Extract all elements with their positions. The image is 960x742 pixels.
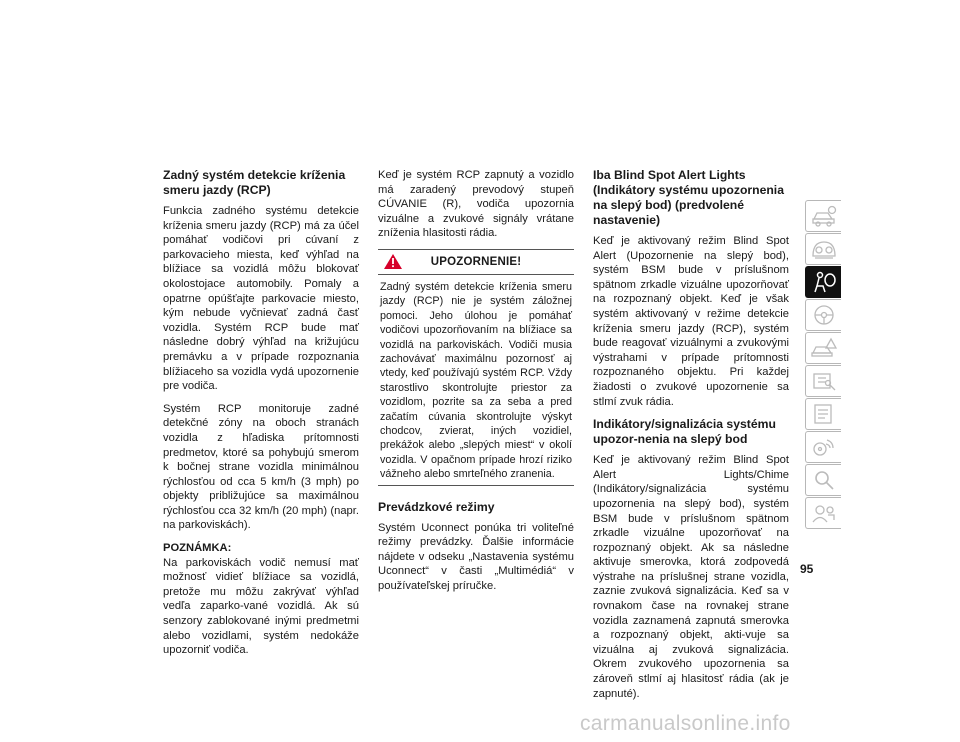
index-search-icon [811,469,837,491]
tab-emergency[interactable] [805,332,841,364]
chapter-tabs [805,200,841,530]
car-service-icon [811,370,837,392]
tab-customer-assistance[interactable] [805,497,841,529]
warning-box [378,249,574,486]
section-heading-rcp: Zadný systém detekcie kríženia smeru jazdy (RCP) [163,168,346,197]
tab-specifications[interactable] [805,398,841,430]
airbag-safety-icon [811,270,837,294]
section-heading-modes: Prevádzkové režimy [378,499,495,514]
car-info-icon [811,205,837,227]
section-heading-alert-lights: Iba Blind Spot Alert Lights (Indikátory systému upozornenia na slepý bod) (predvolené nastavenie) [593,168,784,227]
specifications-list-icon [811,403,837,425]
steering-wheel-icon [811,304,837,326]
column-right [593,168,789,709]
column-left [163,168,359,666]
paragraph: Keď je aktivovaný režim Blind Spot Alert Lights/Chime (Indikátory/signalizácia systému upozornenia na slepý bod), systém BSM bude v príslušnom spätnom zrkadle vizuálne upozorňovať na rozpoznaný objekt. Ak sa následne aktivuje smerovka, ktorá zodpovedá výstrahe na príslušnej strane vozidla, zaznie zvuková signalizácia. Keď sa v rovnakom čase na rovnakej strane vozidla zaznamená zapnutá smerovka a rozpoznaný objekt, akti-vuje sa vizuálna aj zvuková signalizácia. Okrem zvukového upozornenia sa zároveň stlmí aj hlasitosť rádia (ak je zapnuté). [593,454,789,700]
multimedia-icon [811,436,837,458]
paragraph: Funkcia zadného systému detekcie kríženia smeru jazdy (RCP) má za účel pomáhať vodičovi pri cúvaní z parkovacieho miesta, keď výhľad na blížiace sa vozidlá môžu blokovať okolostojace automobily. Pomaly a opatrne opúšťajte parkovacie miesto, kým nebude vyčnievať zadná časť vozidla. Systém RCP bude mať následne dobrý výhľad na križujúcu premávku a v prípade rozpoznania blížiaceho sa vozidla vydá upozornenie pre vodiča. [163,205,359,393]
watermark: carmanualsonline.info [580,712,791,735]
warning-triangle-icon [384,254,402,269]
paragraph: Systém RCP monitoruje zadné detekčné zóny na oboch stranách vozidla z hľadiska prítomnosti predmetov, ktoré sa pohybujú smerom k bočnej strane vozidla minimálnou rýchlosťou od cca 5 km/h (3 mph) po objekty približujúce sa maximálnou rýchlosťou cca 32 km/h (20 mph) (napr. na parkoviskách). [163,402,359,532]
column-middle [378,168,574,602]
paragraph: Systém Uconnect ponúka tri voliteľné režimy prevádzky. Ďalšie informácie nájdete v odseku „Nastavenia systému Uconnect“ v časti „Multimédiá“ v používateľskej príručke. [378,521,574,593]
warning-text: Zadný systém detekcie kríženia smeru jazdy (RCP) nie je systém záložnej pomoci. Jeho úlohou je pomáhať vodičovi upozorňovaním na blížiace sa vozidlá na parkoviskách. Vodiči musia zachovávať maximálnu pozornosť aj vtedy, keď používajú systém RCP. Vždy starostlivo skontrolujte priestor za vozidlom, pozrite sa za seba a pred začatím cúvania skontrolujte výskyt chodcov, zvierat, iných vozidiel, prekážok alebo „slepých miest“ v okolí vozidla. V opačnom prípade hrozí riziko vážneho alebo smrteľného zranenia. [380,280,572,481]
tab-service[interactable] [805,365,841,397]
warning-header [378,250,574,275]
page-number: 95 [800,562,814,576]
tab-starting-operating[interactable] [805,299,841,331]
note-title: POZNÁMKA: [163,542,232,555]
customer-assistance-icon [811,502,837,524]
paragraph: Keď je aktivovaný režim Blind Spot Alert (Upozornenie na slepý bod), systém BSM bude v príslušnom spätnom zrkadle vizuálne upozorňovať na rozpoznaný objekt. Keď je však systém aktivovaný v režime detekcie kríženia smeru jazdy (RCP), systém bude reagovať vizuálnymi a zvukovými výstrahami v prípade prítomnosti rozpoznaného objektu. Pri každej žiadosti o zvukové upozornenie sa stlmí zvuk rádia. [593,235,789,408]
dashboard-gauges-icon [811,238,837,260]
tab-multimedia[interactable] [805,431,841,463]
tab-dashboard[interactable] [805,233,841,265]
warning-title: UPOZORNENIE! [430,255,522,268]
section-heading-lights-chime: Indikátory/signalizácia systému upozor-nenia na slepý bod [593,417,776,447]
tab-index[interactable] [805,464,841,496]
tab-getting-to-know[interactable] [805,200,841,232]
tab-safety[interactable] [805,266,841,298]
paragraph: Keď je systém RCP zapnutý a vozidlo má zaradený prevodový stupeň CÚVANIE (R), vodiča upozornia vizuálne a zvukové signály vrátane zníženia hlasitosti rádia. [378,169,574,240]
warning-car-icon [811,337,837,359]
note-text: Na parkoviskách vodič nemusí mať možnosť vidieť blížiace sa vozidlá, pretože mu môžu zakrývať výhľad vedľa zaparko-vané vozidlá. Ak sú senzory zablokované inými predmetmi alebo vozidlami, systém nedokáže upozorniť vodiča. [163,556,359,657]
note [163,541,359,658]
